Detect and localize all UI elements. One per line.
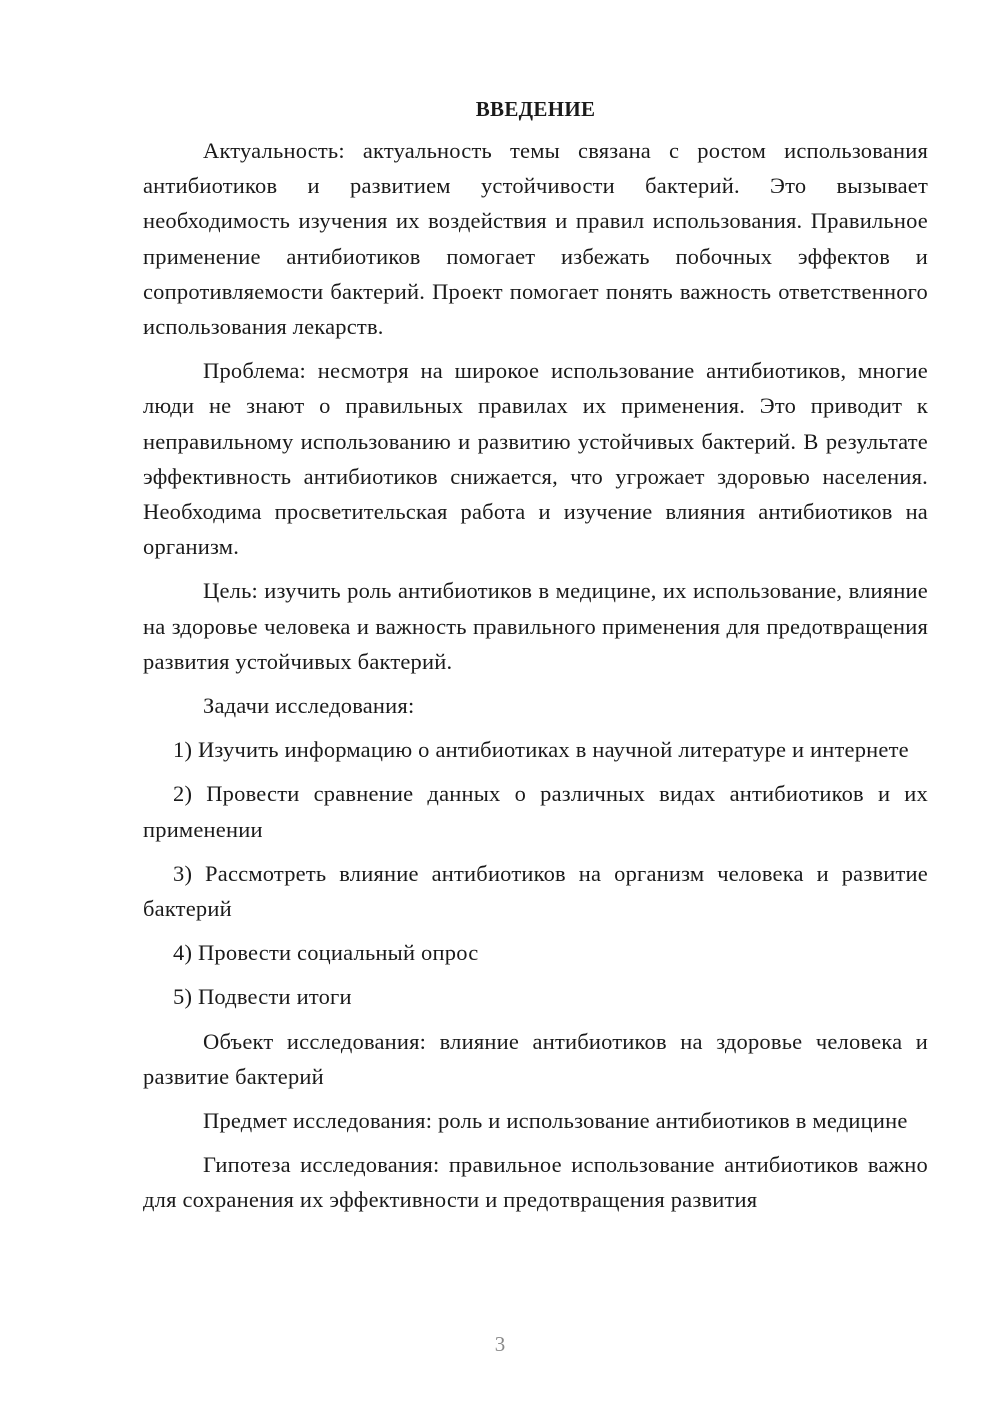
paragraph-object: Объект исследования: влияние антибиотиков на здоровье человека и развитие бактерий (143, 1028, 928, 1089)
paragraph-problem: Проблема: несмотря на широкое использование антибиотиков, многие люди не знают о правильных правилах их применения. Это приводит к неправильному использованию и развитию устойчивых бактерий. В результате эффективность антибиотиков снижается, что угрожает здоровью населения. Необходима просветительская работа и изучение влияния антибиотиков на организм. (143, 358, 928, 560)
page-number: 3 (494, 1332, 506, 1356)
paragraph-goal: Цель: изучить роль антибиотиков в медицине, их использование, влияние на здоровье человека и важность правильного применения для предотвращения развития устойчивых бактерий. (143, 578, 928, 674)
task-item-1: 1) Изучить информацию о антибиотиках в научной литературе и интернете (173, 737, 909, 763)
task-item-2: 2) Провести сравнение данных о различных видах антибиотиков и их применении (143, 781, 928, 842)
paragraph-relevance: Актуальность: актуальность темы связана с ростом использования антибиотиков и развитием устойчивости бактерий. Это вызывает необходимость изучения их воздействия и правил использования. Правильное применение антибиотиков помогает избежать побочных эффектов и сопротивляемости бактерий. Проект помогает понять важность ответственного использования лекарств. (143, 138, 928, 340)
page-title: ВВЕДЕНИЕ (475, 97, 596, 121)
page-content (143, 92, 928, 1218)
task-item-5: 5) Подвести итоги (173, 984, 352, 1010)
paragraph-hypothesis: Гипотеза исследования: правильное использование антибиотиков важно для сохранения их эффективности и предотвращения развития (143, 1152, 928, 1213)
paragraph-tasks-heading: Задачи исследования: (203, 693, 415, 719)
task-item-4: 4) Провести социальный опрос (173, 940, 479, 966)
paragraph-subject: Предмет исследования: роль и использование антибиотиков в медицине (203, 1108, 908, 1134)
task-item-3: 3) Рассмотреть влияние антибиотиков на организм человека и развитие бактерий (143, 860, 928, 922)
